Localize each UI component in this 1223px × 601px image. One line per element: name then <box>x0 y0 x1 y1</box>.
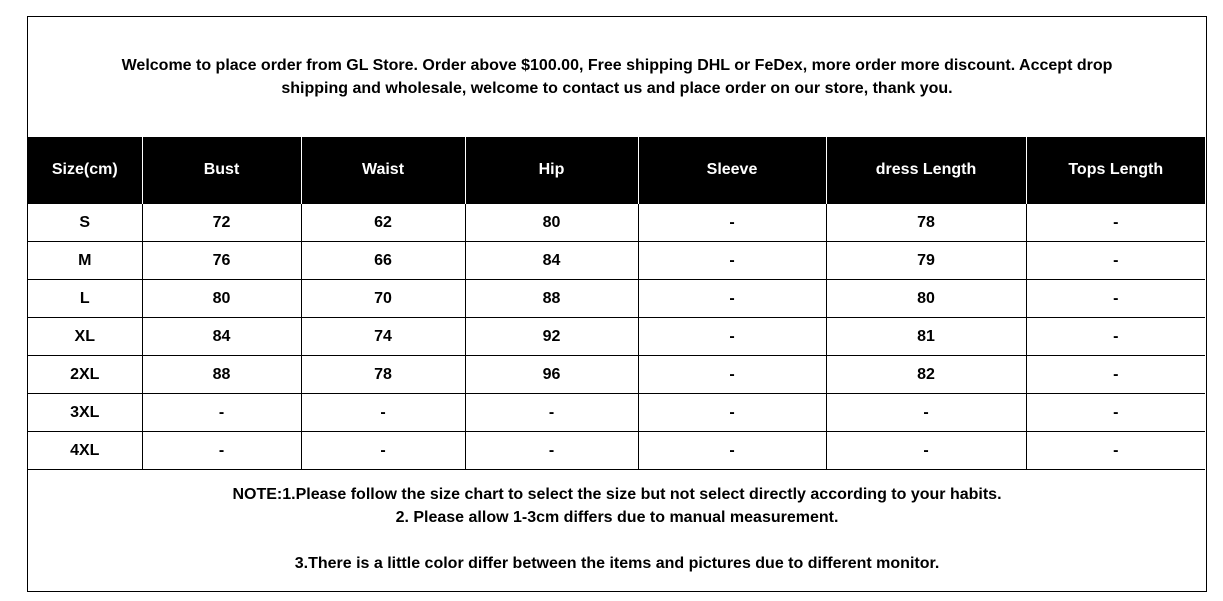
table-row <box>28 394 1205 432</box>
size-label-cell: L <box>28 280 142 318</box>
table-cell: 80 <box>826 280 1026 318</box>
table-cell: 74 <box>301 318 465 356</box>
table-cell: - <box>638 280 826 318</box>
table-cell: - <box>638 356 826 394</box>
note-line-1: NOTE:1.Please follow the size chart to select the size but not select directly according to your habits. <box>232 486 1002 503</box>
table-cell: 62 <box>301 204 465 242</box>
table-body <box>28 204 1205 470</box>
size-label-cell: XL <box>28 318 142 356</box>
table-cell: - <box>142 432 301 470</box>
table-cell: - <box>826 394 1026 432</box>
table-cell: - <box>638 204 826 242</box>
size-label-cell: M <box>28 242 142 280</box>
table-header-row <box>28 137 1205 204</box>
table-row <box>28 318 1205 356</box>
size-label-cell: 2XL <box>28 356 142 394</box>
store-notice-line-1: Welcome to place order from GL Store. Order above $100.00, Free shipping DHL or FeDex, more order more discount. Accept drop <box>121 57 1113 74</box>
header-hip: Hip <box>465 137 638 204</box>
table-cell: - <box>465 432 638 470</box>
store-notice <box>28 17 1206 137</box>
header-dress-length: dress Length <box>826 137 1026 204</box>
table-cell: - <box>1026 432 1205 470</box>
table-cell: 78 <box>301 356 465 394</box>
table-cell: 88 <box>465 280 638 318</box>
table-cell: 76 <box>142 242 301 280</box>
table-row <box>28 242 1205 280</box>
note-line-2: 2. Please allow 1-3cm differs due to manual measurement. <box>395 509 839 526</box>
table-cell: 82 <box>826 356 1026 394</box>
table-cell: - <box>1026 204 1205 242</box>
size-label-cell: S <box>28 204 142 242</box>
table-cell: - <box>142 394 301 432</box>
table-cell: 88 <box>142 356 301 394</box>
table-cell: 79 <box>826 242 1026 280</box>
table-row <box>28 280 1205 318</box>
table-row <box>28 204 1205 242</box>
size-label-cell: 3XL <box>28 394 142 432</box>
table-cell: - <box>301 432 465 470</box>
table-cell: 78 <box>826 204 1026 242</box>
note-spacer <box>28 529 1206 552</box>
table-cell: 96 <box>465 356 638 394</box>
table-cell: 92 <box>465 318 638 356</box>
table-cell: 80 <box>465 204 638 242</box>
header-size: Size(cm) <box>28 137 142 204</box>
table-cell: 66 <box>301 242 465 280</box>
table-cell: - <box>301 394 465 432</box>
size-label-cell: 4XL <box>28 432 142 470</box>
table-cell: - <box>1026 280 1205 318</box>
table-cell: 81 <box>826 318 1026 356</box>
table-cell: - <box>638 242 826 280</box>
table-cell: - <box>638 394 826 432</box>
table-cell: - <box>638 318 826 356</box>
table-cell: - <box>1026 242 1205 280</box>
header-bust: Bust <box>142 137 301 204</box>
table-cell: 72 <box>142 204 301 242</box>
table-cell: 84 <box>142 318 301 356</box>
table-cell: 80 <box>142 280 301 318</box>
size-chart-frame <box>27 16 1207 592</box>
table-cell: 84 <box>465 242 638 280</box>
table-cell: - <box>638 432 826 470</box>
header-tops-length: Tops Length <box>1026 137 1205 204</box>
header-waist: Waist <box>301 137 465 204</box>
header-sleeve: Sleeve <box>638 137 826 204</box>
notes-section <box>28 483 1206 575</box>
table-cell: - <box>1026 356 1205 394</box>
table-row <box>28 432 1205 470</box>
table-cell: - <box>465 394 638 432</box>
table-cell: - <box>1026 394 1205 432</box>
table-row <box>28 356 1205 394</box>
size-table <box>28 137 1205 470</box>
table-cell: 70 <box>301 280 465 318</box>
store-notice-line-2: shipping and wholesale, welcome to contact us and place order on our store, thank you. <box>281 80 953 97</box>
table-cell: - <box>826 432 1026 470</box>
table-cell: - <box>1026 318 1205 356</box>
note-line-3: 3.There is a little color differ between the items and pictures due to different monitor. <box>294 555 940 572</box>
